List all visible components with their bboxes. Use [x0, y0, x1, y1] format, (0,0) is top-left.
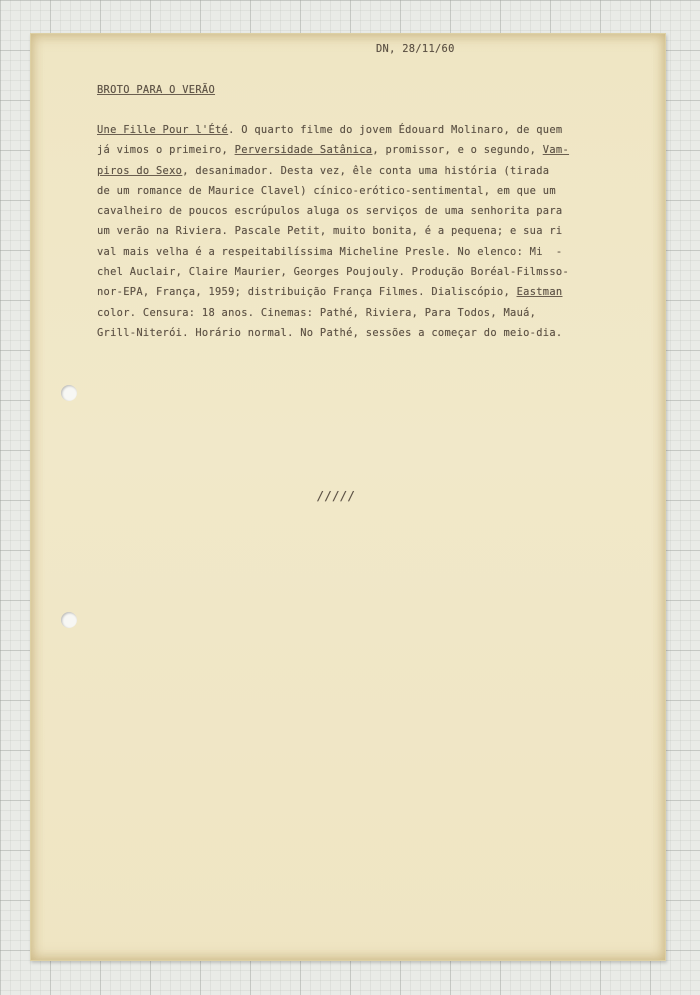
text-segment: de um romance de Maurice Clavel) cínico-erótico-sentimental, em que um — [97, 184, 556, 197]
text-line — [97, 201, 672, 221]
text-line — [97, 242, 672, 262]
text-segment: um verão na Riviera. Pascale Petit, muito bonita, é a pequena; e sua ri — [97, 225, 563, 238]
text-line — [97, 323, 672, 343]
text-segment: nor-EPA, França, 1959; distribuição França Filmes. Dialiscópio, — [97, 286, 517, 299]
punch-hole — [61, 385, 77, 401]
text-line — [97, 221, 672, 241]
end-mark: ///// — [317, 489, 356, 503]
document-title: BROTO PARA O VERÃO — [97, 84, 216, 96]
underlined-title: Perversidade Satânica — [234, 144, 373, 157]
text-segment: cavalheiro de poucos escrúpulos aluga os serviços de uma senhorita para — [97, 205, 563, 218]
text-segment: . O quarto filme do jovem Édouard Molinaro, de quem — [228, 124, 563, 136]
text-line — [97, 161, 672, 181]
typewritten-page — [30, 33, 666, 961]
text-line — [97, 282, 672, 302]
text-line — [97, 181, 672, 201]
text-segment: já vimos o primeiro, — [97, 144, 235, 157]
text-segment: chel Auclair, Claire Maurier, Georges Poujouly. Produção Boréal-Filmsso- — [97, 266, 570, 279]
text-line — [97, 120, 672, 140]
underlined-title: Vam- — [542, 144, 570, 157]
text-segment: Grill-Niterói. Horário normal. No Pathé, sessões a começar do meio-dia. — [97, 326, 563, 339]
text-segment: val mais velha é a respeitabilíssima Micheline Presle. No elenco: Mi - — [97, 245, 563, 258]
text-segment: , promissor, e o segundo, — [372, 144, 543, 157]
text-segment: , desanimador. Desta vez, êle conta uma história (tirada — [182, 164, 550, 177]
punch-hole — [61, 612, 77, 628]
review-body — [97, 120, 672, 343]
text-segment: color. Censura: 18 anos. Cinemas: Pathé, Riviera, Para Todos, Mauá, — [97, 306, 537, 319]
document-reference: DN, 28/11/60 — [376, 43, 455, 55]
text-line — [97, 262, 672, 282]
underlined-title: piros do Sexo — [97, 164, 183, 177]
text-line — [97, 140, 672, 160]
underlined-title: Une Fille Pour l'Été — [97, 124, 229, 136]
text-line — [97, 303, 672, 323]
underlined-title: Eastman — [516, 286, 563, 299]
